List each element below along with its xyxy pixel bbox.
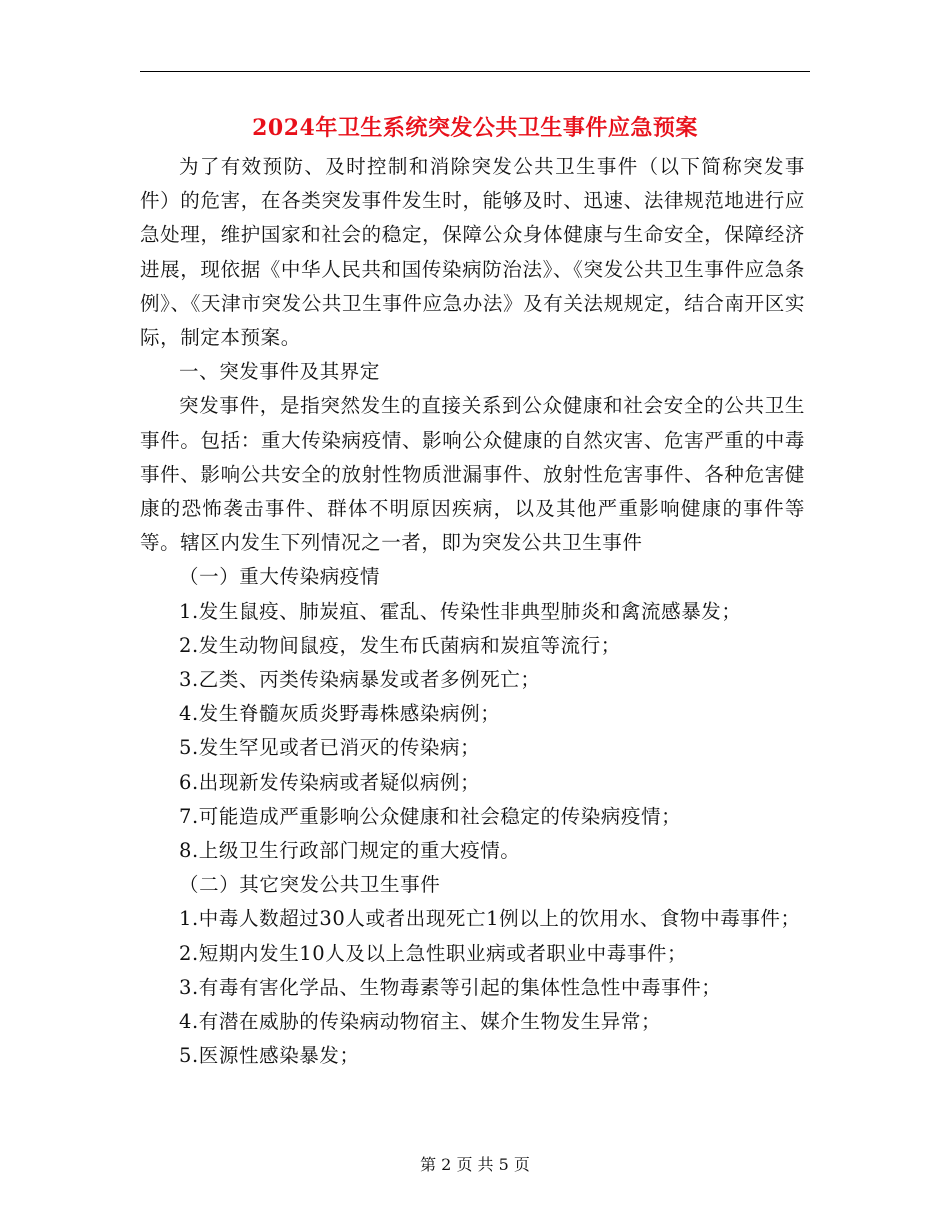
list-item: 2.发生动物间鼠疫，发生布氏菌病和炭疽等流行；: [179, 633, 621, 657]
list-item: 3.有毒有害化学品、生物毒素等引起的集体性急性中毒事件；: [179, 975, 722, 999]
list-item: 6.出现新发传染病或者疑似病例；: [179, 770, 481, 794]
subsection-heading-epidemic: （一）重大传染病疫情: [179, 565, 381, 589]
list-item: 7.可能造成严重影响公众健康和社会稳定的传染病疫情；: [179, 804, 682, 828]
document-body: [140, 150, 805, 1073]
header-rule: [140, 71, 810, 72]
list-item: 8.上级卫生行政部门规定的重大疫情。: [179, 839, 521, 863]
document-title: 2024年卫生系统突发公共卫生事件应急预案: [252, 115, 698, 141]
subsection-heading-other-events: （二）其它突发公共卫生事件: [179, 873, 441, 897]
list-item: 3.乙类、丙类传染病暴发或者多例死亡；: [179, 668, 541, 692]
section-heading-1: 一、突发事件及其界定: [179, 360, 381, 384]
intro-paragraph: 为了有效预防、及时控制和消除突发公共卫生事件（以下简称突发事件）的危害，在各类突发事件发生时，能够及时、迅速、法律规范地进行应急处理，维护国家和社会的稳定，保障公众身体健康与生命安全，保障经济进展，现依据《中华人民共和国传染病防治法》、《突发公共卫生事件应急条例》、《天津市突发公共卫生事件应急办法》及有关法规规定，结合南开区实际，制定本预案。: [140, 155, 805, 350]
list-item: 1.发生鼠疫、肺炭疽、霍乱、传染性非典型肺炎和禽流感暴发；: [179, 599, 742, 623]
definition-paragraph: 突发事件，是指突然发生的直接关系到公众健康和社会安全的公共卫生事件。包括：重大传染病疫情、影响公众健康的自然灾害、危害严重的中毒事件、影响公共安全的放射性物质泄漏事件、放射性危害事件、各种危害健康的恐怖袭击事件、群体不明原因疾病，以及其他严重影响健康的事件等等。辖区内发生下列情况之一者，即为突发公共卫生事件: [140, 394, 805, 555]
list-item: 2.短期内发生10人及以上急性职业病或者职业中毒事件；: [179, 941, 688, 965]
list-item: 5.发生罕见或者已消灭的传染病；: [179, 736, 481, 760]
list-item: 4.发生脊髓灰质炎野毒株感染病例；: [179, 702, 501, 726]
list-item: 1.中毒人数超过30人或者出现死亡1例以上的饮用水、食物中毒事件；: [179, 907, 801, 931]
list-item: 4.有潜在威胁的传染病动物宿主、媒介生物发生异常；: [179, 1010, 662, 1034]
list-item: 5.医源性感染暴发；: [179, 1044, 360, 1068]
page-number: 第 2 页 共 5 页: [420, 1155, 530, 1174]
